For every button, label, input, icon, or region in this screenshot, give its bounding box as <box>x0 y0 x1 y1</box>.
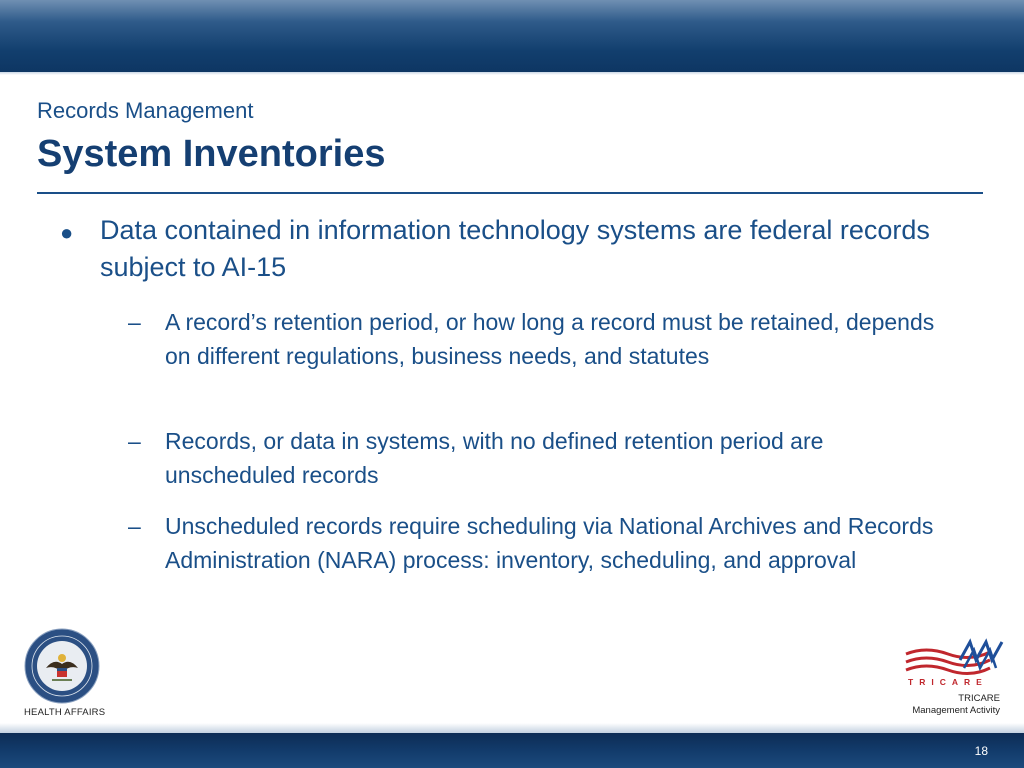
bullet-text: Data contained in information technology systems are federal records subject to AI-15 <box>100 215 930 282</box>
tricare-caption-line2: Management Activity <box>912 705 1000 716</box>
sub-bullet-text: A record’s retention period, or how long a record must be retained, depends on different regulations, business needs, and statutes <box>165 309 935 369</box>
tricare-caption <box>880 693 1000 717</box>
footer-glow <box>0 723 1024 733</box>
sub-bullet-marker: – <box>128 513 141 539</box>
footer-band <box>0 733 1024 768</box>
page-number: 18 <box>974 744 988 758</box>
slide-subtitle: Records Management <box>37 98 254 123</box>
slide-title: System Inventories <box>37 133 386 175</box>
sub-bullet-marker: – <box>128 428 141 454</box>
tricare-caption-line1: TRICARE <box>958 693 1000 704</box>
dod-seal-icon <box>24 628 100 704</box>
sub-bullet-text: Unscheduled records require scheduling via National Archives and Records Administration (NARA) process: inventory, scheduling, and approval <box>165 513 934 573</box>
tricare-wordmark: TRICARE <box>908 677 988 687</box>
bullet-marker: ● <box>60 220 74 245</box>
sub-bullet-marker: – <box>128 309 141 335</box>
sub-bullet-text: Records, or data in systems, with no defined retention period are unscheduled records <box>165 428 824 488</box>
health-affairs-label: HEALTH AFFAIRS <box>24 707 106 718</box>
